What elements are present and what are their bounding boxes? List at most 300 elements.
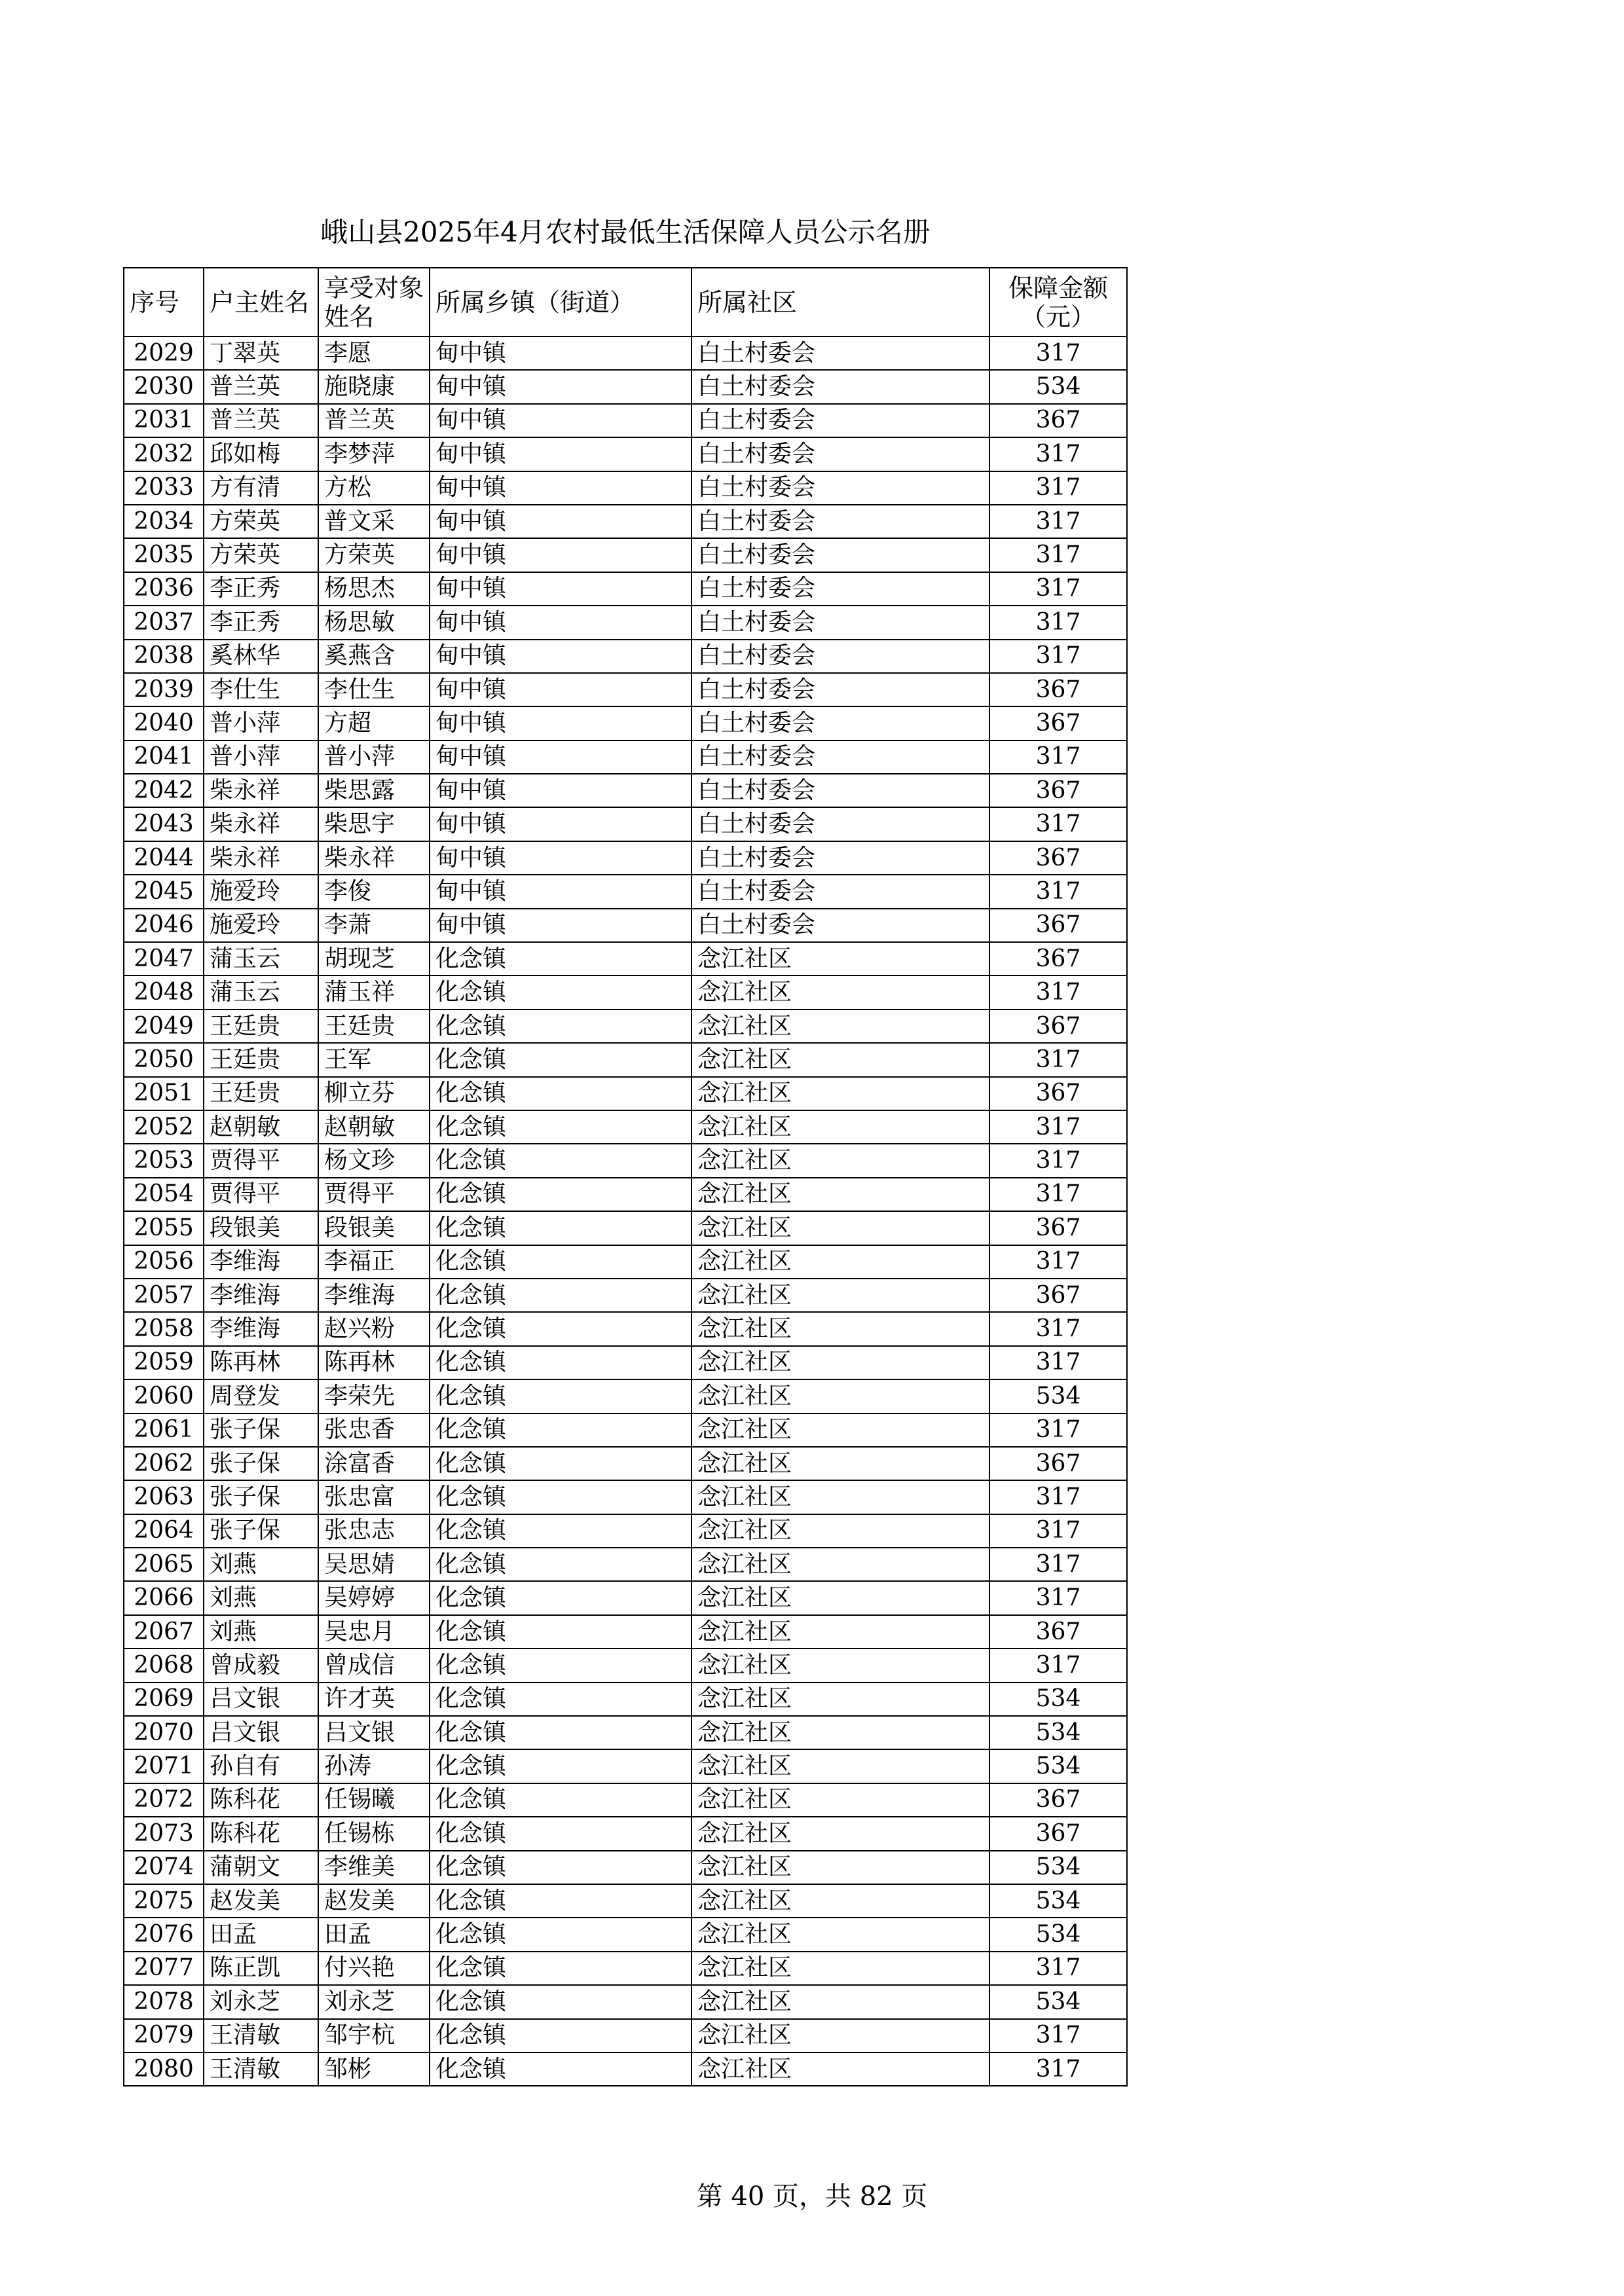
table-row — [124, 471, 1127, 505]
cell-community: 念江社区 — [692, 1952, 989, 1985]
cell-row-no: 2030 — [124, 370, 204, 403]
cell-subject-name: 邹宇杭 — [318, 2019, 430, 2052]
cell-town: 化念镇 — [430, 1346, 692, 1379]
column-header-no: 序号 — [124, 268, 204, 337]
cell-community: 念江社区 — [692, 1110, 989, 1144]
cell-row-no: 2032 — [124, 437, 204, 471]
page-footer: 第 40 页，共 82 页 — [696, 2181, 928, 2212]
cell-community: 念江社区 — [692, 1379, 989, 1413]
cell-row-no: 2053 — [124, 1144, 204, 1177]
cell-row-no: 2076 — [124, 1918, 204, 1951]
cell-community: 念江社区 — [692, 1077, 989, 1110]
cell-subject-name: 孙涛 — [318, 1749, 430, 1783]
cell-town: 甸中镇 — [430, 774, 692, 807]
cell-community: 念江社区 — [692, 1480, 989, 1514]
cell-community: 白土村委会 — [692, 706, 989, 740]
cell-community: 念江社区 — [692, 1884, 989, 1918]
table-row — [124, 1077, 1127, 1110]
table-row — [124, 1245, 1127, 1279]
cell-subject-name: 奚燕含 — [318, 640, 430, 673]
cell-amount: 317 — [989, 538, 1127, 572]
cell-community: 念江社区 — [692, 1548, 989, 1581]
cell-row-no: 2068 — [124, 1649, 204, 1682]
cell-amount: 534 — [989, 1918, 1127, 1951]
cell-row-no: 2072 — [124, 1783, 204, 1817]
cell-community: 白土村委会 — [692, 337, 989, 370]
cell-head-name: 王廷贵 — [204, 1010, 318, 1043]
cell-community: 白土村委会 — [692, 505, 989, 538]
cell-head-name: 陈再林 — [204, 1346, 318, 1379]
cell-subject-name: 付兴艳 — [318, 1952, 430, 1985]
cell-head-name: 柴永祥 — [204, 841, 318, 875]
cell-community: 念江社区 — [692, 1144, 989, 1177]
cell-community: 白土村委会 — [692, 538, 989, 572]
cell-row-no: 2048 — [124, 975, 204, 1009]
table-row — [124, 774, 1127, 807]
cell-row-no: 2047 — [124, 942, 204, 975]
cell-head-name: 刘燕 — [204, 1548, 318, 1581]
cell-amount: 367 — [989, 706, 1127, 740]
cell-row-no: 2029 — [124, 337, 204, 370]
table-row — [124, 975, 1127, 1009]
table-row — [124, 437, 1127, 471]
table-row — [124, 706, 1127, 740]
cell-row-no: 2074 — [124, 1851, 204, 1884]
cell-town: 化念镇 — [430, 1480, 692, 1514]
table-row — [124, 538, 1127, 572]
table-row — [124, 1413, 1127, 1447]
cell-community: 念江社区 — [692, 1581, 989, 1614]
cell-community: 白土村委会 — [692, 572, 989, 606]
cell-row-no: 2034 — [124, 505, 204, 538]
cell-amount: 317 — [989, 1312, 1127, 1345]
table-row — [124, 1211, 1127, 1245]
cell-subject-name: 刘永芝 — [318, 1985, 430, 2018]
cell-amount: 367 — [989, 942, 1127, 975]
cell-head-name: 曾成毅 — [204, 1649, 318, 1682]
table-row — [124, 2019, 1127, 2052]
cell-town: 甸中镇 — [430, 471, 692, 505]
cell-head-name: 李正秀 — [204, 606, 318, 639]
cell-town: 甸中镇 — [430, 337, 692, 370]
cell-head-name: 陈科花 — [204, 1783, 318, 1817]
cell-subject-name: 赵兴粉 — [318, 1312, 430, 1345]
cell-row-no: 2064 — [124, 1514, 204, 1548]
cell-amount: 317 — [989, 975, 1127, 1009]
cell-town: 甸中镇 — [430, 606, 692, 639]
cell-town: 化念镇 — [430, 1716, 692, 1749]
cell-town: 甸中镇 — [430, 740, 692, 774]
cell-row-no: 2050 — [124, 1043, 204, 1076]
cell-row-no: 2077 — [124, 1952, 204, 1985]
table-row — [124, 1884, 1127, 1918]
cell-row-no: 2054 — [124, 1178, 204, 1211]
cell-community: 白土村委会 — [692, 909, 989, 942]
cell-town: 化念镇 — [430, 2052, 692, 2086]
table-row — [124, 1918, 1127, 1951]
cell-head-name: 施爱玲 — [204, 909, 318, 942]
cell-amount: 317 — [989, 572, 1127, 606]
cell-amount: 317 — [989, 1952, 1127, 1985]
cell-community: 念江社区 — [692, 1749, 989, 1783]
cell-head-name: 段银美 — [204, 1211, 318, 1245]
cell-community: 念江社区 — [692, 1312, 989, 1345]
cell-town: 化念镇 — [430, 1144, 692, 1177]
cell-row-no: 2042 — [124, 774, 204, 807]
cell-subject-name: 杨思敏 — [318, 606, 430, 639]
cell-subject-name: 任锡曦 — [318, 1783, 430, 1817]
cell-town: 化念镇 — [430, 1211, 692, 1245]
cell-head-name: 陈正凯 — [204, 1952, 318, 1985]
cell-head-name: 李维海 — [204, 1279, 318, 1312]
cell-subject-name: 李愿 — [318, 337, 430, 370]
cell-amount: 317 — [989, 1110, 1127, 1144]
cell-row-no: 2040 — [124, 706, 204, 740]
cell-amount: 317 — [989, 1245, 1127, 1279]
cell-amount: 367 — [989, 1211, 1127, 1245]
cell-subject-name: 杨思杰 — [318, 572, 430, 606]
cell-amount: 534 — [989, 1716, 1127, 1749]
cell-community: 念江社区 — [692, 975, 989, 1009]
cell-town: 化念镇 — [430, 1178, 692, 1211]
table-row — [124, 1683, 1127, 1716]
cell-row-no: 2070 — [124, 1716, 204, 1749]
cell-community: 念江社区 — [692, 1716, 989, 1749]
table-row — [124, 2052, 1127, 2086]
cell-amount: 367 — [989, 404, 1127, 437]
cell-head-name: 蒲朝文 — [204, 1851, 318, 1884]
cell-town: 甸中镇 — [430, 404, 692, 437]
cell-row-no: 2057 — [124, 1279, 204, 1312]
cell-head-name: 吕文银 — [204, 1683, 318, 1716]
cell-subject-name: 施晓康 — [318, 370, 430, 403]
cell-head-name: 奚林华 — [204, 640, 318, 673]
cell-amount: 534 — [989, 1749, 1127, 1783]
cell-amount: 367 — [989, 1447, 1127, 1480]
cell-community: 白土村委会 — [692, 471, 989, 505]
cell-head-name: 蒲玉云 — [204, 975, 318, 1009]
cell-town: 甸中镇 — [430, 706, 692, 740]
cell-town: 化念镇 — [430, 1043, 692, 1076]
cell-subject-name: 王廷贵 — [318, 1010, 430, 1043]
table-row — [124, 1548, 1127, 1581]
cell-head-name: 刘永芝 — [204, 1985, 318, 2018]
table-row — [124, 1783, 1127, 1817]
cell-subject-name: 李维美 — [318, 1851, 430, 1884]
cell-amount: 367 — [989, 1010, 1127, 1043]
cell-head-name: 赵朝敏 — [204, 1110, 318, 1144]
cell-subject-name: 邹彬 — [318, 2052, 430, 2086]
cell-subject-name: 涂富香 — [318, 1447, 430, 1480]
cell-head-name: 李正秀 — [204, 572, 318, 606]
cell-amount: 317 — [989, 1514, 1127, 1548]
cell-head-name: 柴永祥 — [204, 774, 318, 807]
cell-community: 白土村委会 — [692, 437, 989, 471]
table-row — [124, 1514, 1127, 1548]
cell-subject-name: 曾成信 — [318, 1649, 430, 1682]
cell-town: 化念镇 — [430, 1749, 692, 1783]
cell-head-name: 王清敏 — [204, 2052, 318, 2086]
cell-row-no: 2036 — [124, 572, 204, 606]
cell-head-name: 普兰英 — [204, 404, 318, 437]
cell-subject-name: 张忠富 — [318, 1480, 430, 1514]
cell-subject-name: 吴忠月 — [318, 1615, 430, 1649]
cell-row-no: 2061 — [124, 1413, 204, 1447]
cell-amount: 317 — [989, 471, 1127, 505]
cell-town: 甸中镇 — [430, 640, 692, 673]
cell-amount: 367 — [989, 1817, 1127, 1850]
cell-town: 甸中镇 — [430, 538, 692, 572]
cell-town: 甸中镇 — [430, 875, 692, 908]
table-body — [124, 337, 1127, 2086]
cell-town: 化念镇 — [430, 1851, 692, 1884]
table-row — [124, 1952, 1127, 1985]
cell-amount: 317 — [989, 1346, 1127, 1379]
cell-community: 念江社区 — [692, 1043, 989, 1076]
cell-amount: 367 — [989, 673, 1127, 706]
cell-subject-name: 赵朝敏 — [318, 1110, 430, 1144]
cell-town: 化念镇 — [430, 1817, 692, 1850]
table-row — [124, 1447, 1127, 1480]
cell-head-name: 李维海 — [204, 1245, 318, 1279]
cell-community: 念江社区 — [692, 1413, 989, 1447]
cell-amount: 367 — [989, 1077, 1127, 1110]
cell-head-name: 张子保 — [204, 1447, 318, 1480]
cell-row-no: 2046 — [124, 909, 204, 942]
cell-community: 白土村委会 — [692, 841, 989, 875]
cell-subject-name: 张忠香 — [318, 1413, 430, 1447]
cell-amount: 317 — [989, 2052, 1127, 2086]
cell-subject-name: 李仕生 — [318, 673, 430, 706]
cell-row-no: 2067 — [124, 1615, 204, 1649]
cell-subject-name: 王军 — [318, 1043, 430, 1076]
cell-subject-name: 柳立芬 — [318, 1077, 430, 1110]
cell-subject-name: 柴永祥 — [318, 841, 430, 875]
cell-head-name: 柴永祥 — [204, 807, 318, 841]
cell-row-no: 2066 — [124, 1581, 204, 1614]
cell-amount: 367 — [989, 909, 1127, 942]
cell-town: 化念镇 — [430, 1312, 692, 1345]
table-row — [124, 673, 1127, 706]
cell-amount: 317 — [989, 1178, 1127, 1211]
cell-row-no: 2052 — [124, 1110, 204, 1144]
table-row — [124, 1480, 1127, 1514]
cell-row-no: 2045 — [124, 875, 204, 908]
table-row — [124, 841, 1127, 875]
column-header-town: 所属乡镇（街道） — [430, 268, 692, 337]
cell-row-no: 2058 — [124, 1312, 204, 1345]
cell-head-name: 贾得平 — [204, 1178, 318, 1211]
cell-community: 念江社区 — [692, 1010, 989, 1043]
cell-town: 化念镇 — [430, 1514, 692, 1548]
cell-amount: 317 — [989, 640, 1127, 673]
cell-community: 念江社区 — [692, 1279, 989, 1312]
cell-town: 化念镇 — [430, 2019, 692, 2052]
cell-town: 化念镇 — [430, 1447, 692, 1480]
cell-community: 念江社区 — [692, 1683, 989, 1716]
cell-head-name: 方荣英 — [204, 505, 318, 538]
cell-row-no: 2075 — [124, 1884, 204, 1918]
cell-town: 化念镇 — [430, 1548, 692, 1581]
cell-row-no: 2051 — [124, 1077, 204, 1110]
cell-subject-name: 普小萍 — [318, 740, 430, 774]
cell-town: 化念镇 — [430, 975, 692, 1009]
cell-row-no: 2080 — [124, 2052, 204, 2086]
cell-head-name: 贾得平 — [204, 1144, 318, 1177]
cell-subject-name: 普兰英 — [318, 404, 430, 437]
cell-head-name: 邱如梅 — [204, 437, 318, 471]
table-row — [124, 1144, 1127, 1177]
cell-town: 甸中镇 — [430, 909, 692, 942]
cell-row-no: 2062 — [124, 1447, 204, 1480]
table-row — [124, 572, 1127, 606]
cell-head-name: 田孟 — [204, 1918, 318, 1951]
cell-amount: 367 — [989, 774, 1127, 807]
cell-community: 念江社区 — [692, 1514, 989, 1548]
cell-town: 化念镇 — [430, 1581, 692, 1614]
cell-head-name: 李维海 — [204, 1312, 318, 1345]
cell-town: 甸中镇 — [430, 572, 692, 606]
cell-subject-name: 方松 — [318, 471, 430, 505]
table-row — [124, 807, 1127, 841]
roster-table — [123, 267, 1128, 2086]
cell-row-no: 2056 — [124, 1245, 204, 1279]
cell-head-name: 丁翠英 — [204, 337, 318, 370]
table-row — [124, 1615, 1127, 1649]
cell-amount: 317 — [989, 505, 1127, 538]
cell-town: 甸中镇 — [430, 370, 692, 403]
table-row — [124, 337, 1127, 370]
cell-community: 念江社区 — [692, 2019, 989, 2052]
cell-head-name: 王廷贵 — [204, 1077, 318, 1110]
cell-row-no: 2059 — [124, 1346, 204, 1379]
cell-subject-name: 李俊 — [318, 875, 430, 908]
cell-town: 甸中镇 — [430, 673, 692, 706]
cell-row-no: 2073 — [124, 1817, 204, 1850]
cell-town: 化念镇 — [430, 1077, 692, 1110]
cell-amount: 367 — [989, 1615, 1127, 1649]
cell-row-no: 2069 — [124, 1683, 204, 1716]
cell-row-no: 2055 — [124, 1211, 204, 1245]
cell-head-name: 李仕生 — [204, 673, 318, 706]
cell-subject-name: 田孟 — [318, 1918, 430, 1951]
cell-town: 化念镇 — [430, 1985, 692, 2018]
cell-row-no: 2043 — [124, 807, 204, 841]
cell-subject-name: 吕文银 — [318, 1716, 430, 1749]
cell-town: 化念镇 — [430, 1884, 692, 1918]
cell-subject-name: 李梦萍 — [318, 437, 430, 471]
cell-subject-name: 李福正 — [318, 1245, 430, 1279]
column-header-community: 所属社区 — [692, 268, 989, 337]
cell-head-name: 王清敏 — [204, 2019, 318, 2052]
cell-head-name: 普兰英 — [204, 370, 318, 403]
cell-row-no: 2071 — [124, 1749, 204, 1783]
cell-row-no: 2078 — [124, 1985, 204, 2018]
column-header-head: 户主姓名 — [204, 268, 318, 337]
cell-community: 念江社区 — [692, 1211, 989, 1245]
cell-amount: 317 — [989, 1413, 1127, 1447]
cell-row-no: 2033 — [124, 471, 204, 505]
cell-community: 白土村委会 — [692, 606, 989, 639]
cell-amount: 367 — [989, 1279, 1127, 1312]
cell-community: 白土村委会 — [692, 640, 989, 673]
cell-head-name: 张子保 — [204, 1514, 318, 1548]
cell-community: 念江社区 — [692, 1447, 989, 1480]
cell-community: 念江社区 — [692, 942, 989, 975]
cell-head-name: 吕文银 — [204, 1716, 318, 1749]
cell-head-name: 孙自有 — [204, 1749, 318, 1783]
cell-row-no: 2065 — [124, 1548, 204, 1581]
cell-subject-name: 任锡栋 — [318, 1817, 430, 1850]
cell-community: 念江社区 — [692, 1918, 989, 1951]
table-row — [124, 1010, 1127, 1043]
cell-town: 化念镇 — [430, 1245, 692, 1279]
cell-amount: 317 — [989, 740, 1127, 774]
table-row — [124, 942, 1127, 975]
cell-community: 白土村委会 — [692, 673, 989, 706]
cell-amount: 534 — [989, 1379, 1127, 1413]
cell-amount: 367 — [989, 841, 1127, 875]
cell-amount: 317 — [989, 1649, 1127, 1682]
cell-amount: 534 — [989, 1683, 1127, 1716]
cell-town: 化念镇 — [430, 1649, 692, 1682]
cell-subject-name: 陈再林 — [318, 1346, 430, 1379]
cell-amount: 534 — [989, 1884, 1127, 1918]
cell-town: 化念镇 — [430, 1279, 692, 1312]
cell-row-no: 2038 — [124, 640, 204, 673]
cell-community: 白土村委会 — [692, 807, 989, 841]
cell-community: 念江社区 — [692, 1851, 989, 1884]
cell-amount: 317 — [989, 1043, 1127, 1076]
cell-community: 念江社区 — [692, 1615, 989, 1649]
table-row — [124, 1379, 1127, 1413]
cell-town: 化念镇 — [430, 1683, 692, 1716]
cell-town: 化念镇 — [430, 1413, 692, 1447]
cell-community: 念江社区 — [692, 1245, 989, 1279]
table-row — [124, 740, 1127, 774]
cell-subject-name: 段银美 — [318, 1211, 430, 1245]
cell-town: 化念镇 — [430, 1110, 692, 1144]
cell-amount: 317 — [989, 2019, 1127, 2052]
cell-head-name: 周登发 — [204, 1379, 318, 1413]
cell-subject-name: 李荣先 — [318, 1379, 430, 1413]
cell-community: 念江社区 — [692, 1178, 989, 1211]
table-row — [124, 1110, 1127, 1144]
cell-subject-name: 方荣英 — [318, 538, 430, 572]
cell-town: 甸中镇 — [430, 841, 692, 875]
cell-head-name: 方有清 — [204, 471, 318, 505]
cell-head-name: 施爱玲 — [204, 875, 318, 908]
cell-row-no: 2060 — [124, 1379, 204, 1413]
cell-town: 化念镇 — [430, 1615, 692, 1649]
cell-subject-name: 柴思宇 — [318, 807, 430, 841]
table-row — [124, 1716, 1127, 1749]
cell-town: 化念镇 — [430, 1918, 692, 1951]
table-row — [124, 909, 1127, 942]
cell-town: 化念镇 — [430, 1783, 692, 1817]
table-row — [124, 1581, 1127, 1614]
table-row — [124, 1749, 1127, 1783]
cell-subject-name: 张忠志 — [318, 1514, 430, 1548]
cell-community: 白土村委会 — [692, 370, 989, 403]
cell-amount: 317 — [989, 1581, 1127, 1614]
cell-row-no: 2049 — [124, 1010, 204, 1043]
table-row — [124, 1043, 1127, 1076]
cell-town: 化念镇 — [430, 942, 692, 975]
cell-row-no: 2079 — [124, 2019, 204, 2052]
table-row — [124, 1985, 1127, 2018]
cell-subject-name: 杨文珍 — [318, 1144, 430, 1177]
